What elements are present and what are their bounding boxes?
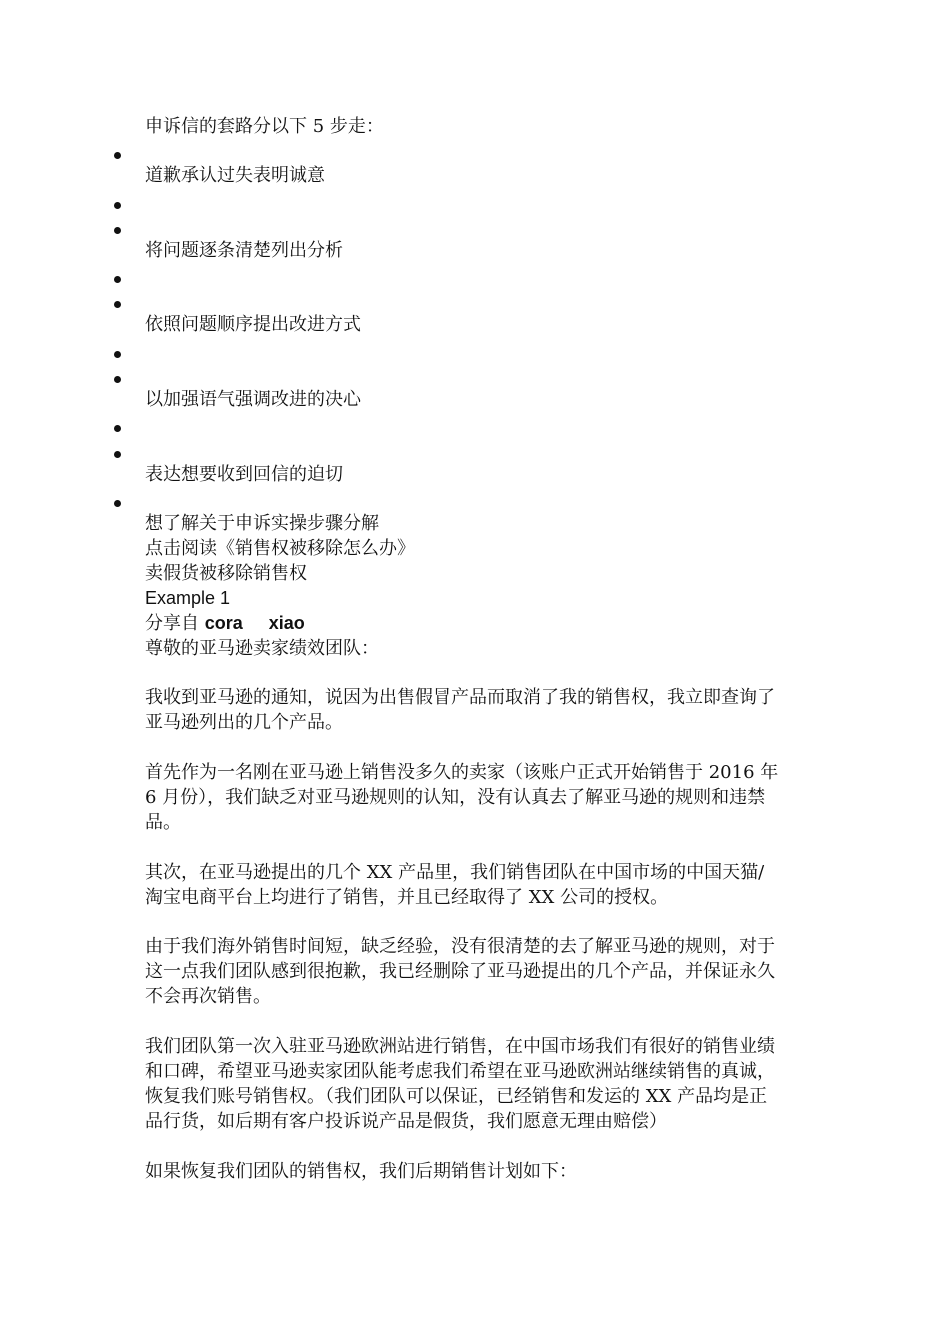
paragraph-line: 其次，在亚马逊提出的几个 XX 产品里，我们销售团队在中国市场的中国天猫/	[145, 862, 765, 883]
paragraph-line: 首先作为一名刚在亚马逊上销售没多久的卖家（该账户正式开始销售于 2016 年	[145, 762, 779, 783]
paragraph-line: 不会再次销售。	[145, 986, 271, 1007]
author-first-name: cora	[204, 613, 243, 633]
share-prefix: 分享自	[145, 613, 205, 634]
paragraph-line: 品行货，如后期有客户投诉说产品是假货，我们愿意无理由赔偿）	[145, 1111, 667, 1132]
step-item: 道歉承认过失表明诚意	[145, 165, 325, 186]
bullet-icon	[114, 202, 121, 209]
bullet-icon	[114, 276, 121, 283]
paragraph-line: 由于我们海外销售时间短，缺乏经验，没有很清楚的去了解亚马逊的规则，对于	[145, 936, 775, 957]
paragraph-line: 淘宝电商平台上均进行了销售，并且已经取得了 XX 公司的授权。	[145, 887, 669, 908]
bullet-icon	[114, 451, 121, 458]
paragraph-line: 恢复我们账号销售权。（我们团队可以保证，已经销售和发运的 XX 产品均是正	[145, 1086, 768, 1107]
bullet-icon	[114, 152, 121, 159]
bullet-icon	[114, 301, 121, 308]
step-item: 将问题逐条清楚列出分析	[145, 240, 343, 261]
step-item: 依照问题顺序提出改进方式	[145, 314, 361, 335]
step-item: 表达想要收到回信的迫切	[145, 464, 343, 485]
author-last-name: xiao	[268, 613, 305, 633]
paragraph-line: 我收到亚马逊的通知，说因为出售假冒产品而取消了我的销售权，我立即查询了	[145, 687, 775, 708]
paragraph-line: 我们团队第一次入驻亚马逊欧洲站进行销售，在中国市场我们有很好的销售业绩	[145, 1036, 775, 1057]
section-title: 卖假货被移除销售权	[145, 563, 307, 584]
intro-line: 申诉信的套路分以下 5 步走：	[145, 116, 384, 137]
paragraph-line: 这一点我们团队感到很抱歉，我已经删除了亚马逊提出的几个产品，并保证永久	[145, 961, 775, 982]
bullet-icon	[114, 425, 121, 432]
paragraph-line: 6 月份），我们缺乏对亚马逊规则的认知，没有认真去了解亚马逊的规则和违禁	[145, 787, 766, 808]
bullet-icon	[114, 500, 121, 507]
read-article-link[interactable]: 点击阅读《销售权被移除怎么办》	[145, 538, 415, 559]
bullet-icon	[114, 227, 121, 234]
share-line	[145, 611, 305, 636]
paragraph-line: 和口碑，希望亚马逊卖家团队能考虑我们希望在亚马逊欧洲站继续销售的真诚，	[145, 1061, 775, 1082]
example-label: Example 1	[145, 588, 231, 608]
bullet-icon	[114, 376, 121, 383]
bullet-icon	[114, 351, 121, 358]
more-info-text: 想了解关于申诉实操步骤分解	[145, 513, 379, 534]
salutation: 尊敬的亚马逊卖家绩效团队：	[145, 638, 379, 659]
paragraph-line: 亚马逊列出的几个产品。	[145, 712, 343, 733]
paragraph-line: 如果恢复我们团队的销售权，我们后期销售计划如下：	[145, 1161, 577, 1182]
step-item: 以加强语气强调改进的决心	[145, 389, 361, 410]
paragraph-line: 品。	[145, 812, 181, 833]
